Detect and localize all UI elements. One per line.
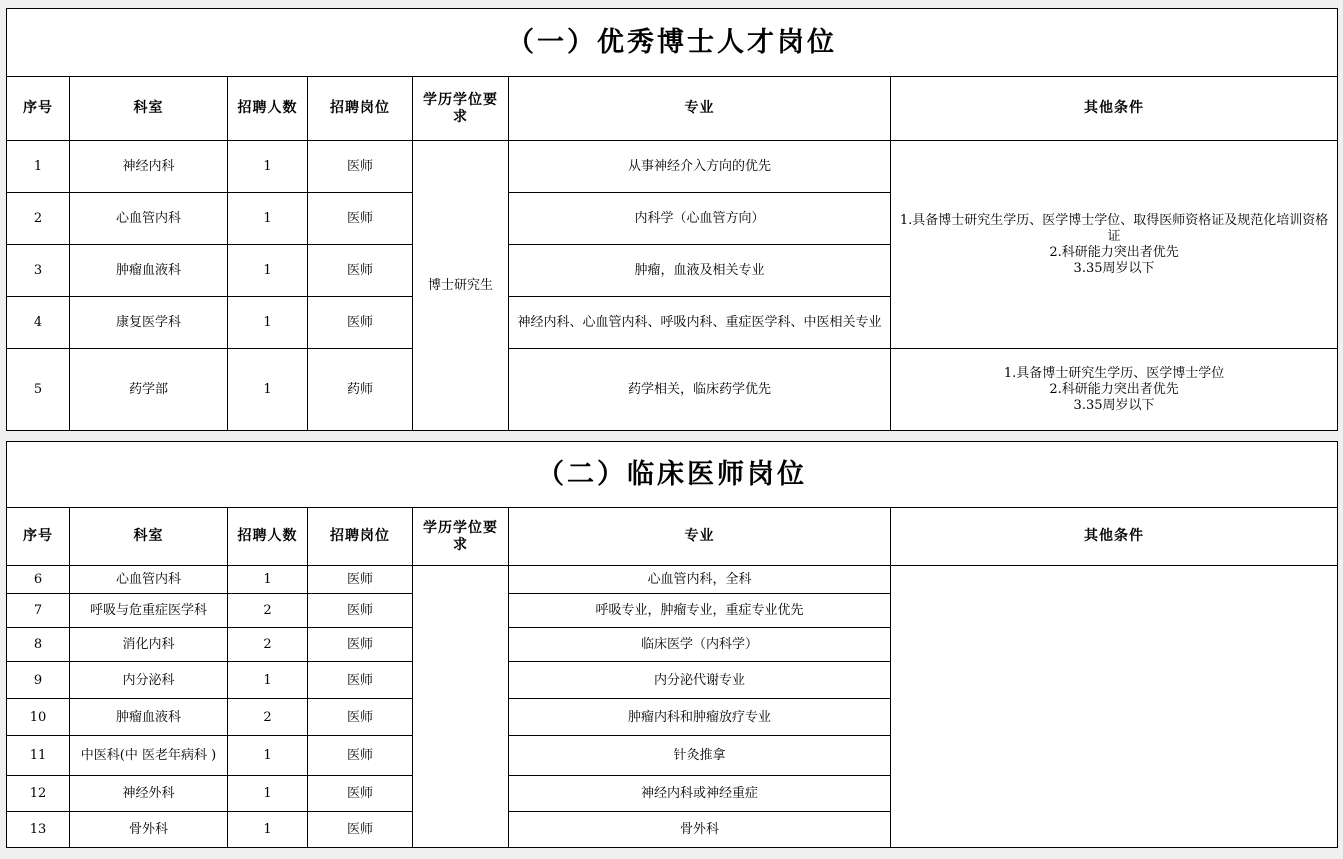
section-2-title: （二）临床医师岗位: [7, 442, 1338, 508]
row-post: 药师: [308, 349, 413, 431]
row-dept: 肿瘤血液科: [70, 699, 228, 736]
header-post: 招聘岗位: [308, 508, 413, 566]
row-count: 1: [228, 776, 308, 812]
header-conditions: 其他条件: [891, 508, 1338, 566]
row-dept: 内分泌科: [70, 662, 228, 699]
row-post: 医师: [308, 776, 413, 812]
row-post: 医师: [308, 193, 413, 245]
row-dept: 药学部: [70, 349, 228, 431]
table-section-2: [6, 441, 1338, 848]
header-major: 专业: [509, 508, 891, 566]
row-major: 神经内科、心血管内科、呼吸内科、重症医学科、中医相关专业: [509, 297, 891, 349]
edu-requirement-empty: [413, 566, 509, 848]
row-count: 1: [228, 245, 308, 297]
section-1-title: （一）优秀博士人才岗位: [7, 9, 1338, 77]
row-no: 5: [7, 349, 70, 431]
row-post: 医师: [308, 141, 413, 193]
row-major: 肿瘤，血液及相关专业: [509, 245, 891, 297]
row-count: 2: [228, 628, 308, 662]
condition-line: 3.35周岁以下: [1073, 260, 1155, 276]
row-no: 11: [7, 736, 70, 776]
row-dept: 呼吸与危重症医学科: [70, 594, 228, 628]
row-dept: 消化内科: [70, 628, 228, 662]
row-count: 1: [228, 297, 308, 349]
row-major: 骨外科: [509, 812, 891, 848]
row-count: 1: [228, 193, 308, 245]
row-no: 10: [7, 699, 70, 736]
condition-line: 2.科研能力突出者优先: [1049, 381, 1179, 397]
row-major: 药学相关，临床药学优先: [509, 349, 891, 431]
row-dept: 心血管内科: [70, 193, 228, 245]
header-post: 招聘岗位: [308, 77, 413, 141]
header-conditions: 其他条件: [891, 77, 1338, 141]
row-major: 临床医学（内科学）: [509, 628, 891, 662]
section-divider: [0, 432, 1343, 441]
row-post: 医师: [308, 297, 413, 349]
row-no: 12: [7, 776, 70, 812]
header-edu: 学历学位要求: [413, 508, 509, 566]
row-post: 医师: [308, 594, 413, 628]
row-dept: 康复医学科: [70, 297, 228, 349]
row-post: 医师: [308, 628, 413, 662]
header-dept: 科室: [70, 508, 228, 566]
header-count: 招聘人数: [228, 508, 308, 566]
header-count: 招聘人数: [228, 77, 308, 141]
row-post: 医师: [308, 566, 413, 594]
row-major: 内科学（心血管方向）: [509, 193, 891, 245]
row-count: 1: [228, 812, 308, 848]
header-major: 专业: [509, 77, 891, 141]
row-major: 呼吸专业，肿瘤专业，重症专业优先: [509, 594, 891, 628]
row-no: 13: [7, 812, 70, 848]
conditions-a: [891, 141, 1338, 349]
row-count: 1: [228, 141, 308, 193]
row-major: 心血管内科，全科: [509, 566, 891, 594]
row-major: 神经内科或神经重症: [509, 776, 891, 812]
row-dept: 神经内科: [70, 141, 228, 193]
row-dept: 心血管内科: [70, 566, 228, 594]
row-count: 1: [228, 736, 308, 776]
header-dept: 科室: [70, 77, 228, 141]
header-edu: 学历学位要求: [413, 77, 509, 141]
row-no: 4: [7, 297, 70, 349]
row-dept: 骨外科: [70, 812, 228, 848]
edu-requirement: 博士研究生: [413, 141, 509, 431]
table-row: [7, 349, 1338, 431]
row-post: 医师: [308, 245, 413, 297]
row-no: 2: [7, 193, 70, 245]
row-post: 医师: [308, 736, 413, 776]
row-count: 1: [228, 662, 308, 699]
row-no: 7: [7, 594, 70, 628]
row-count: 1: [228, 566, 308, 594]
table-row: [7, 141, 1338, 193]
condition-line: 1.具备博士研究生学历、医学博士学位、取得医师资格证及规范化培训资格证: [899, 212, 1329, 244]
row-count: 2: [228, 594, 308, 628]
row-no: 9: [7, 662, 70, 699]
conditions-empty: [891, 566, 1338, 848]
row-count: 2: [228, 699, 308, 736]
row-post: 医师: [308, 662, 413, 699]
row-major: 针灸推拿: [509, 736, 891, 776]
row-no: 3: [7, 245, 70, 297]
table-section-1: [6, 8, 1338, 431]
row-no: 8: [7, 628, 70, 662]
row-major: 内分泌代谢专业: [509, 662, 891, 699]
conditions-b: [891, 349, 1338, 431]
row-major: 肿瘤内科和肿瘤放疗专业: [509, 699, 891, 736]
row-dept: 肿瘤血液科: [70, 245, 228, 297]
condition-line: 2.科研能力突出者优先: [1049, 244, 1179, 260]
row-no: 6: [7, 566, 70, 594]
table-row: [7, 566, 1338, 594]
row-dept: 神经外科: [70, 776, 228, 812]
row-post: 医师: [308, 812, 413, 848]
row-no: 1: [7, 141, 70, 193]
header-no: 序号: [7, 508, 70, 566]
row-post: 医师: [308, 699, 413, 736]
row-dept: 中医科(中 医老年病科 ): [70, 736, 228, 776]
condition-line: 3.35周岁以下: [1073, 397, 1155, 413]
row-count: 1: [228, 349, 308, 431]
row-major: 从事神经介入方向的优先: [509, 141, 891, 193]
header-no: 序号: [7, 77, 70, 141]
condition-line: 1.具备博士研究生学历、医学博士学位: [1003, 365, 1225, 381]
